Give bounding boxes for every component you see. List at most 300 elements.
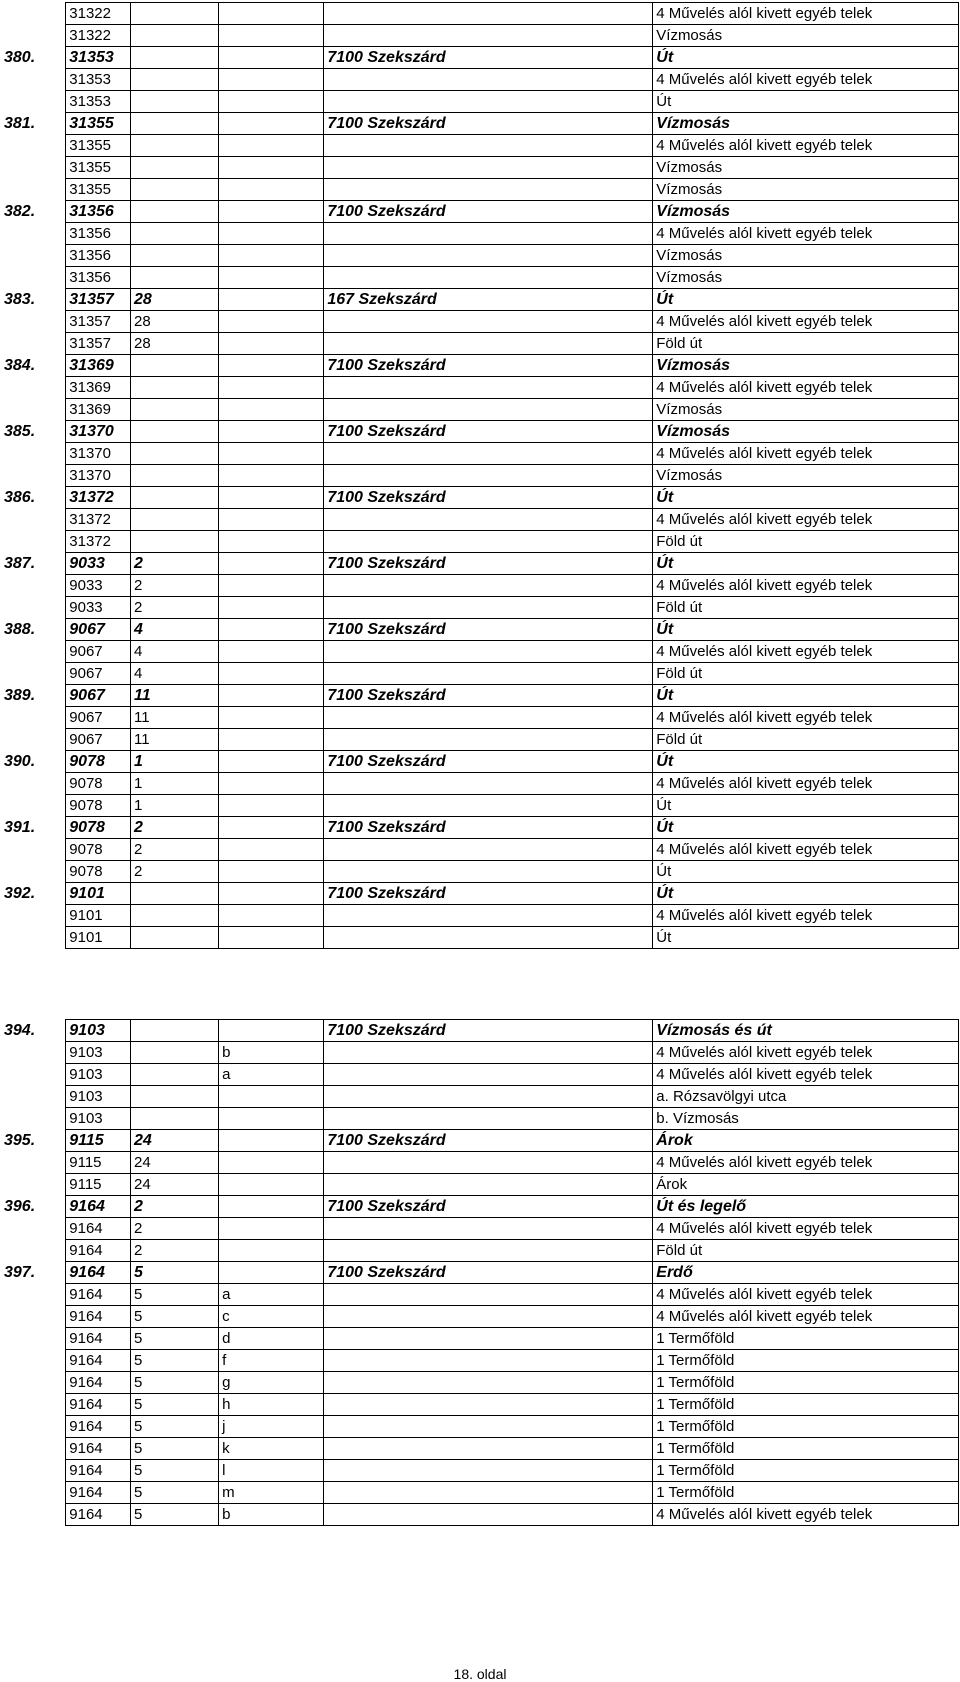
subparcel-cell: [219, 1108, 324, 1130]
parcel-number-cell: 31356: [66, 245, 131, 267]
land-use-cell: Út és legelő: [653, 1196, 959, 1218]
parcel-number-cell: 9101: [66, 883, 131, 905]
entry-detail-row: [1, 1460, 959, 1482]
land-use-cell: Út: [653, 883, 959, 905]
location-cell: [324, 729, 653, 751]
subdivision-cell: 5: [131, 1504, 219, 1526]
entry-detail-row: [1, 575, 959, 597]
parcel-number-cell: 31372: [66, 509, 131, 531]
land-use-cell: Vízmosás és út: [653, 1020, 959, 1042]
entry-header-row: [1, 751, 959, 773]
location-cell: [324, 531, 653, 553]
parcel-number-cell: 31353: [66, 47, 131, 69]
entry-detail-row: [1, 509, 959, 531]
land-use-cell: Árok: [653, 1130, 959, 1152]
row-number-cell: 391.: [1, 817, 66, 839]
parcel-number-cell: 9115: [66, 1152, 131, 1174]
subparcel-cell: [219, 597, 324, 619]
row-number-cell: [1, 597, 66, 619]
location-cell: [324, 1284, 653, 1306]
subparcel-cell: [219, 1086, 324, 1108]
land-use-cell: 1 Termőföld: [653, 1416, 959, 1438]
entry-detail-row: [1, 1394, 959, 1416]
entry-header-row: [1, 883, 959, 905]
subdivision-cell: [131, 69, 219, 91]
entry-detail-row: [1, 311, 959, 333]
location-cell: [324, 1350, 653, 1372]
subdivision-cell: 2: [131, 817, 219, 839]
parcel-number-cell: 31369: [66, 355, 131, 377]
land-use-cell: 4 Művelés alól kivett egyéb telek: [653, 135, 959, 157]
location-cell: 7100 Szekszárd: [324, 201, 653, 223]
subdivision-cell: 2: [131, 861, 219, 883]
subparcel-cell: [219, 113, 324, 135]
subparcel-cell: [219, 553, 324, 575]
row-number-cell: [1, 179, 66, 201]
subparcel-cell: [219, 1218, 324, 1240]
subdivision-cell: 4: [131, 641, 219, 663]
subdivision-cell: [131, 223, 219, 245]
row-number-cell: [1, 575, 66, 597]
entry-header-row: [1, 1262, 959, 1284]
entry-detail-row: [1, 839, 959, 861]
land-use-cell: 1 Termőföld: [653, 1394, 959, 1416]
location-cell: 7100 Szekszárd: [324, 553, 653, 575]
row-number-cell: [1, 1064, 66, 1086]
parcel-number-cell: 9164: [66, 1240, 131, 1262]
parcel-number-cell: 9067: [66, 641, 131, 663]
subparcel-cell: f: [219, 1350, 324, 1372]
entry-detail-row: [1, 1086, 959, 1108]
land-use-cell: 4 Művelés alól kivett egyéb telek: [653, 3, 959, 25]
land-use-cell: Föld út: [653, 597, 959, 619]
row-number-cell: [1, 1174, 66, 1196]
entry-detail-row: [1, 69, 959, 91]
subdivision-cell: 5: [131, 1460, 219, 1482]
parcel-number-cell: 31369: [66, 377, 131, 399]
subparcel-cell: m: [219, 1482, 324, 1504]
subdivision-cell: [131, 245, 219, 267]
land-use-cell: Vízmosás: [653, 267, 959, 289]
row-number-cell: [1, 1306, 66, 1328]
row-number-cell: [1, 245, 66, 267]
subdivision-cell: [131, 1064, 219, 1086]
parcel-number-cell: 31322: [66, 25, 131, 47]
row-number-cell: [1, 509, 66, 531]
row-number-cell: 397.: [1, 1262, 66, 1284]
land-use-cell: 4 Művelés alól kivett egyéb telek: [653, 1064, 959, 1086]
row-number-cell: [1, 905, 66, 927]
row-number-cell: [1, 311, 66, 333]
location-cell: [324, 1240, 653, 1262]
parcel-number-cell: 9103: [66, 1108, 131, 1130]
subdivision-cell: [131, 91, 219, 113]
entry-detail-row: [1, 1240, 959, 1262]
parcel-number-cell: 9164: [66, 1328, 131, 1350]
subdivision-cell: 24: [131, 1152, 219, 1174]
location-cell: 7100 Szekszárd: [324, 883, 653, 905]
subdivision-cell: 5: [131, 1306, 219, 1328]
location-cell: [324, 245, 653, 267]
subdivision-cell: 5: [131, 1372, 219, 1394]
location-cell: 7100 Szekszárd: [324, 1130, 653, 1152]
land-use-cell: Út: [653, 91, 959, 113]
location-cell: [324, 443, 653, 465]
location-cell: [324, 1504, 653, 1526]
location-cell: [324, 1460, 653, 1482]
subdivision-cell: 5: [131, 1416, 219, 1438]
parcel-number-cell: 9101: [66, 927, 131, 949]
subdivision-cell: [131, 267, 219, 289]
land-use-cell: 1 Termőföld: [653, 1328, 959, 1350]
parcel-number-cell: 31355: [66, 113, 131, 135]
row-number-cell: [1, 1042, 66, 1064]
parcel-number-cell: 9078: [66, 861, 131, 883]
entry-detail-row: [1, 1504, 959, 1526]
row-number-cell: 387.: [1, 553, 66, 575]
parcel-number-cell: 31353: [66, 91, 131, 113]
subparcel-cell: d: [219, 1328, 324, 1350]
subparcel-cell: [219, 751, 324, 773]
parcel-number-cell: 9078: [66, 817, 131, 839]
parcel-number-cell: 31322: [66, 3, 131, 25]
location-cell: [324, 1042, 653, 1064]
location-cell: [324, 795, 653, 817]
row-number-cell: [1, 531, 66, 553]
entry-detail-row: [1, 443, 959, 465]
land-use-cell: 4 Művelés alól kivett egyéb telek: [653, 839, 959, 861]
entry-detail-row: [1, 399, 959, 421]
subdivision-cell: 2: [131, 597, 219, 619]
row-number-cell: [1, 773, 66, 795]
entry-header-row: [1, 289, 959, 311]
land-use-cell: Út: [653, 751, 959, 773]
land-use-cell: Vízmosás: [653, 465, 959, 487]
location-cell: [324, 1174, 653, 1196]
subparcel-cell: j: [219, 1416, 324, 1438]
parcel-number-cell: 31370: [66, 465, 131, 487]
subdivision-cell: 28: [131, 311, 219, 333]
subdivision-cell: [131, 355, 219, 377]
subdivision-cell: 24: [131, 1130, 219, 1152]
row-number-cell: [1, 839, 66, 861]
subparcel-cell: [219, 157, 324, 179]
subparcel-cell: [219, 487, 324, 509]
land-use-cell: Vízmosás: [653, 355, 959, 377]
row-number-cell: [1, 69, 66, 91]
entry-header-row: [1, 553, 959, 575]
subdivision-cell: [131, 399, 219, 421]
location-cell: [324, 223, 653, 245]
row-number-cell: [1, 223, 66, 245]
land-use-cell: Út: [653, 487, 959, 509]
subparcel-cell: [219, 817, 324, 839]
location-cell: 7100 Szekszárd: [324, 751, 653, 773]
subparcel-cell: a: [219, 1284, 324, 1306]
land-use-cell: a. Rózsavölgyi utca: [653, 1086, 959, 1108]
subparcel-cell: [219, 91, 324, 113]
location-cell: [324, 1152, 653, 1174]
row-number-cell: [1, 795, 66, 817]
subparcel-cell: [219, 399, 324, 421]
land-use-cell: 4 Művelés alól kivett egyéb telek: [653, 1218, 959, 1240]
row-number-cell: [1, 1240, 66, 1262]
location-cell: [324, 1108, 653, 1130]
subdivision-cell: 2: [131, 1218, 219, 1240]
parcel-table: [1, 2, 959, 1526]
location-cell: [324, 1416, 653, 1438]
land-use-cell: Út: [653, 619, 959, 641]
location-cell: 7100 Szekszárd: [324, 619, 653, 641]
entry-header-row: [1, 47, 959, 69]
parcel-number-cell: 9164: [66, 1306, 131, 1328]
location-cell: [324, 135, 653, 157]
row-number-cell: [1, 267, 66, 289]
subparcel-cell: [219, 179, 324, 201]
row-number-cell: [1, 729, 66, 751]
subparcel-cell: [219, 135, 324, 157]
location-cell: [324, 663, 653, 685]
parcel-number-cell: 9078: [66, 795, 131, 817]
location-cell: [324, 575, 653, 597]
entry-detail-row: [1, 773, 959, 795]
table-gap: [1, 949, 959, 1020]
entry-detail-row: [1, 1174, 959, 1196]
parcel-number-cell: 31372: [66, 531, 131, 553]
parcel-number-cell: 9067: [66, 729, 131, 751]
land-use-cell: Föld út: [653, 531, 959, 553]
parcel-number-cell: 31370: [66, 421, 131, 443]
subparcel-cell: [219, 773, 324, 795]
parcel-number-cell: 31355: [66, 179, 131, 201]
parcel-number-cell: 31357: [66, 311, 131, 333]
subparcel-cell: [219, 795, 324, 817]
location-cell: [324, 905, 653, 927]
entry-detail-row: [1, 333, 959, 355]
row-number-cell: [1, 333, 66, 355]
entry-detail-row: [1, 1372, 959, 1394]
subparcel-cell: [219, 47, 324, 69]
subdivision-cell: 4: [131, 663, 219, 685]
subdivision-cell: [131, 487, 219, 509]
land-use-cell: 4 Művelés alól kivett egyéb telek: [653, 575, 959, 597]
location-cell: [324, 1372, 653, 1394]
row-number-cell: [1, 1152, 66, 1174]
parcel-number-cell: 31372: [66, 487, 131, 509]
row-number-cell: [1, 465, 66, 487]
subparcel-cell: c: [219, 1306, 324, 1328]
subdivision-cell: [131, 531, 219, 553]
land-use-cell: 4 Művelés alól kivett egyéb telek: [653, 377, 959, 399]
land-use-cell: 4 Művelés alól kivett egyéb telek: [653, 1284, 959, 1306]
subdivision-cell: 1: [131, 773, 219, 795]
entry-detail-row: [1, 267, 959, 289]
parcel-number-cell: 9078: [66, 839, 131, 861]
location-cell: [324, 465, 653, 487]
subparcel-cell: [219, 1240, 324, 1262]
subparcel-cell: [219, 245, 324, 267]
subparcel-cell: a: [219, 1064, 324, 1086]
location-cell: [324, 1438, 653, 1460]
parcel-number-cell: 9164: [66, 1482, 131, 1504]
location-cell: [324, 91, 653, 113]
subparcel-cell: [219, 641, 324, 663]
entry-detail-row: [1, 1152, 959, 1174]
row-number-cell: [1, 377, 66, 399]
parcel-number-cell: 9115: [66, 1174, 131, 1196]
entry-detail-row: [1, 795, 959, 817]
land-use-cell: 4 Művelés alól kivett egyéb telek: [653, 223, 959, 245]
parcel-number-cell: 31355: [66, 135, 131, 157]
entry-detail-row: [1, 245, 959, 267]
location-cell: [324, 707, 653, 729]
land-use-cell: Föld út: [653, 333, 959, 355]
subparcel-cell: [219, 1174, 324, 1196]
subdivision-cell: 5: [131, 1262, 219, 1284]
land-use-cell: 4 Művelés alól kivett egyéb telek: [653, 1504, 959, 1526]
parcel-number-cell: 9078: [66, 751, 131, 773]
parcel-number-cell: 31356: [66, 267, 131, 289]
location-cell: [324, 509, 653, 531]
parcel-number-cell: 31355: [66, 157, 131, 179]
parcel-number-cell: 9078: [66, 773, 131, 795]
row-number-cell: [1, 1482, 66, 1504]
land-use-cell: Út: [653, 861, 959, 883]
subdivision-cell: [131, 179, 219, 201]
parcel-number-cell: 31356: [66, 223, 131, 245]
parcel-number-cell: 9103: [66, 1064, 131, 1086]
parcel-number-cell: 9103: [66, 1020, 131, 1042]
row-number-cell: [1, 1372, 66, 1394]
land-use-cell: 4 Művelés alól kivett egyéb telek: [653, 641, 959, 663]
subdivision-cell: [131, 905, 219, 927]
entry-detail-row: [1, 905, 959, 927]
land-use-cell: Vízmosás: [653, 201, 959, 223]
land-use-cell: Föld út: [653, 663, 959, 685]
entry-detail-row: [1, 91, 959, 113]
subdivision-cell: [131, 201, 219, 223]
location-cell: 7100 Szekszárd: [324, 1196, 653, 1218]
subparcel-cell: [219, 355, 324, 377]
entry-detail-row: [1, 663, 959, 685]
subdivision-cell: [131, 25, 219, 47]
location-cell: [324, 333, 653, 355]
subdivision-cell: [131, 47, 219, 69]
subdivision-cell: 1: [131, 795, 219, 817]
entry-detail-row: [1, 1482, 959, 1504]
parcel-number-cell: 9033: [66, 575, 131, 597]
location-cell: [324, 773, 653, 795]
entry-detail-row: [1, 1284, 959, 1306]
entry-detail-row: [1, 641, 959, 663]
entry-detail-row: [1, 707, 959, 729]
subdivision-cell: [131, 465, 219, 487]
row-number-cell: 395.: [1, 1130, 66, 1152]
subdivision-cell: 2: [131, 839, 219, 861]
land-use-cell: Vízmosás: [653, 157, 959, 179]
subdivision-cell: [131, 1086, 219, 1108]
row-number-cell: 381.: [1, 113, 66, 135]
location-cell: [324, 157, 653, 179]
subparcel-cell: [219, 333, 324, 355]
subdivision-cell: 4: [131, 619, 219, 641]
row-number-cell: [1, 91, 66, 113]
location-cell: [324, 641, 653, 663]
location-cell: 7100 Szekszárd: [324, 421, 653, 443]
subdivision-cell: 1: [131, 751, 219, 773]
parcel-number-cell: 9103: [66, 1086, 131, 1108]
subdivision-cell: 2: [131, 1196, 219, 1218]
land-use-cell: 1 Termőföld: [653, 1460, 959, 1482]
location-cell: [324, 69, 653, 91]
subdivision-cell: 11: [131, 707, 219, 729]
subdivision-cell: 5: [131, 1350, 219, 1372]
land-use-cell: 1 Termőföld: [653, 1438, 959, 1460]
subparcel-cell: [219, 267, 324, 289]
row-number-cell: 382.: [1, 201, 66, 223]
land-use-cell: 1 Termőföld: [653, 1350, 959, 1372]
subparcel-cell: g: [219, 1372, 324, 1394]
parcel-number-cell: 9101: [66, 905, 131, 927]
parcel-number-cell: 9164: [66, 1394, 131, 1416]
gap-cell: [1, 949, 959, 1020]
parcel-number-cell: 31353: [66, 69, 131, 91]
entry-header-row: [1, 817, 959, 839]
land-use-cell: b. Vízmosás: [653, 1108, 959, 1130]
entry-detail-row: [1, 1350, 959, 1372]
subparcel-cell: b: [219, 1042, 324, 1064]
location-cell: 7100 Szekszárd: [324, 113, 653, 135]
subparcel-cell: [219, 861, 324, 883]
entry-header-row: [1, 487, 959, 509]
subparcel-cell: [219, 729, 324, 751]
row-number-cell: [1, 3, 66, 25]
entry-detail-row: [1, 1328, 959, 1350]
parcel-number-cell: 9033: [66, 553, 131, 575]
entry-header-row: [1, 1020, 959, 1042]
parcel-number-cell: 31370: [66, 443, 131, 465]
subdivision-cell: 5: [131, 1394, 219, 1416]
location-cell: [324, 25, 653, 47]
subparcel-cell: [219, 1152, 324, 1174]
subparcel-cell: [219, 707, 324, 729]
subdivision-cell: 5: [131, 1438, 219, 1460]
row-number-cell: [1, 861, 66, 883]
subdivision-cell: [131, 883, 219, 905]
land-use-cell: 4 Művelés alól kivett egyéb telek: [653, 905, 959, 927]
subparcel-cell: [219, 1130, 324, 1152]
subparcel-cell: [219, 3, 324, 25]
row-number-cell: [1, 157, 66, 179]
subparcel-cell: [219, 685, 324, 707]
location-cell: [324, 1482, 653, 1504]
land-use-cell: 4 Művelés alól kivett egyéb telek: [653, 509, 959, 531]
entry-header-row: [1, 1130, 959, 1152]
subparcel-cell: [219, 839, 324, 861]
land-use-cell: 4 Művelés alól kivett egyéb telek: [653, 69, 959, 91]
land-use-cell: Út: [653, 685, 959, 707]
land-use-cell: 4 Művelés alól kivett egyéb telek: [653, 1306, 959, 1328]
subdivision-cell: [131, 1042, 219, 1064]
entry-header-row: [1, 421, 959, 443]
location-cell: 7100 Szekszárd: [324, 1262, 653, 1284]
row-number-cell: 383.: [1, 289, 66, 311]
parcel-number-cell: 9164: [66, 1350, 131, 1372]
row-number-cell: [1, 1438, 66, 1460]
row-number-cell: [1, 25, 66, 47]
location-cell: [324, 839, 653, 861]
row-number-cell: 385.: [1, 421, 66, 443]
